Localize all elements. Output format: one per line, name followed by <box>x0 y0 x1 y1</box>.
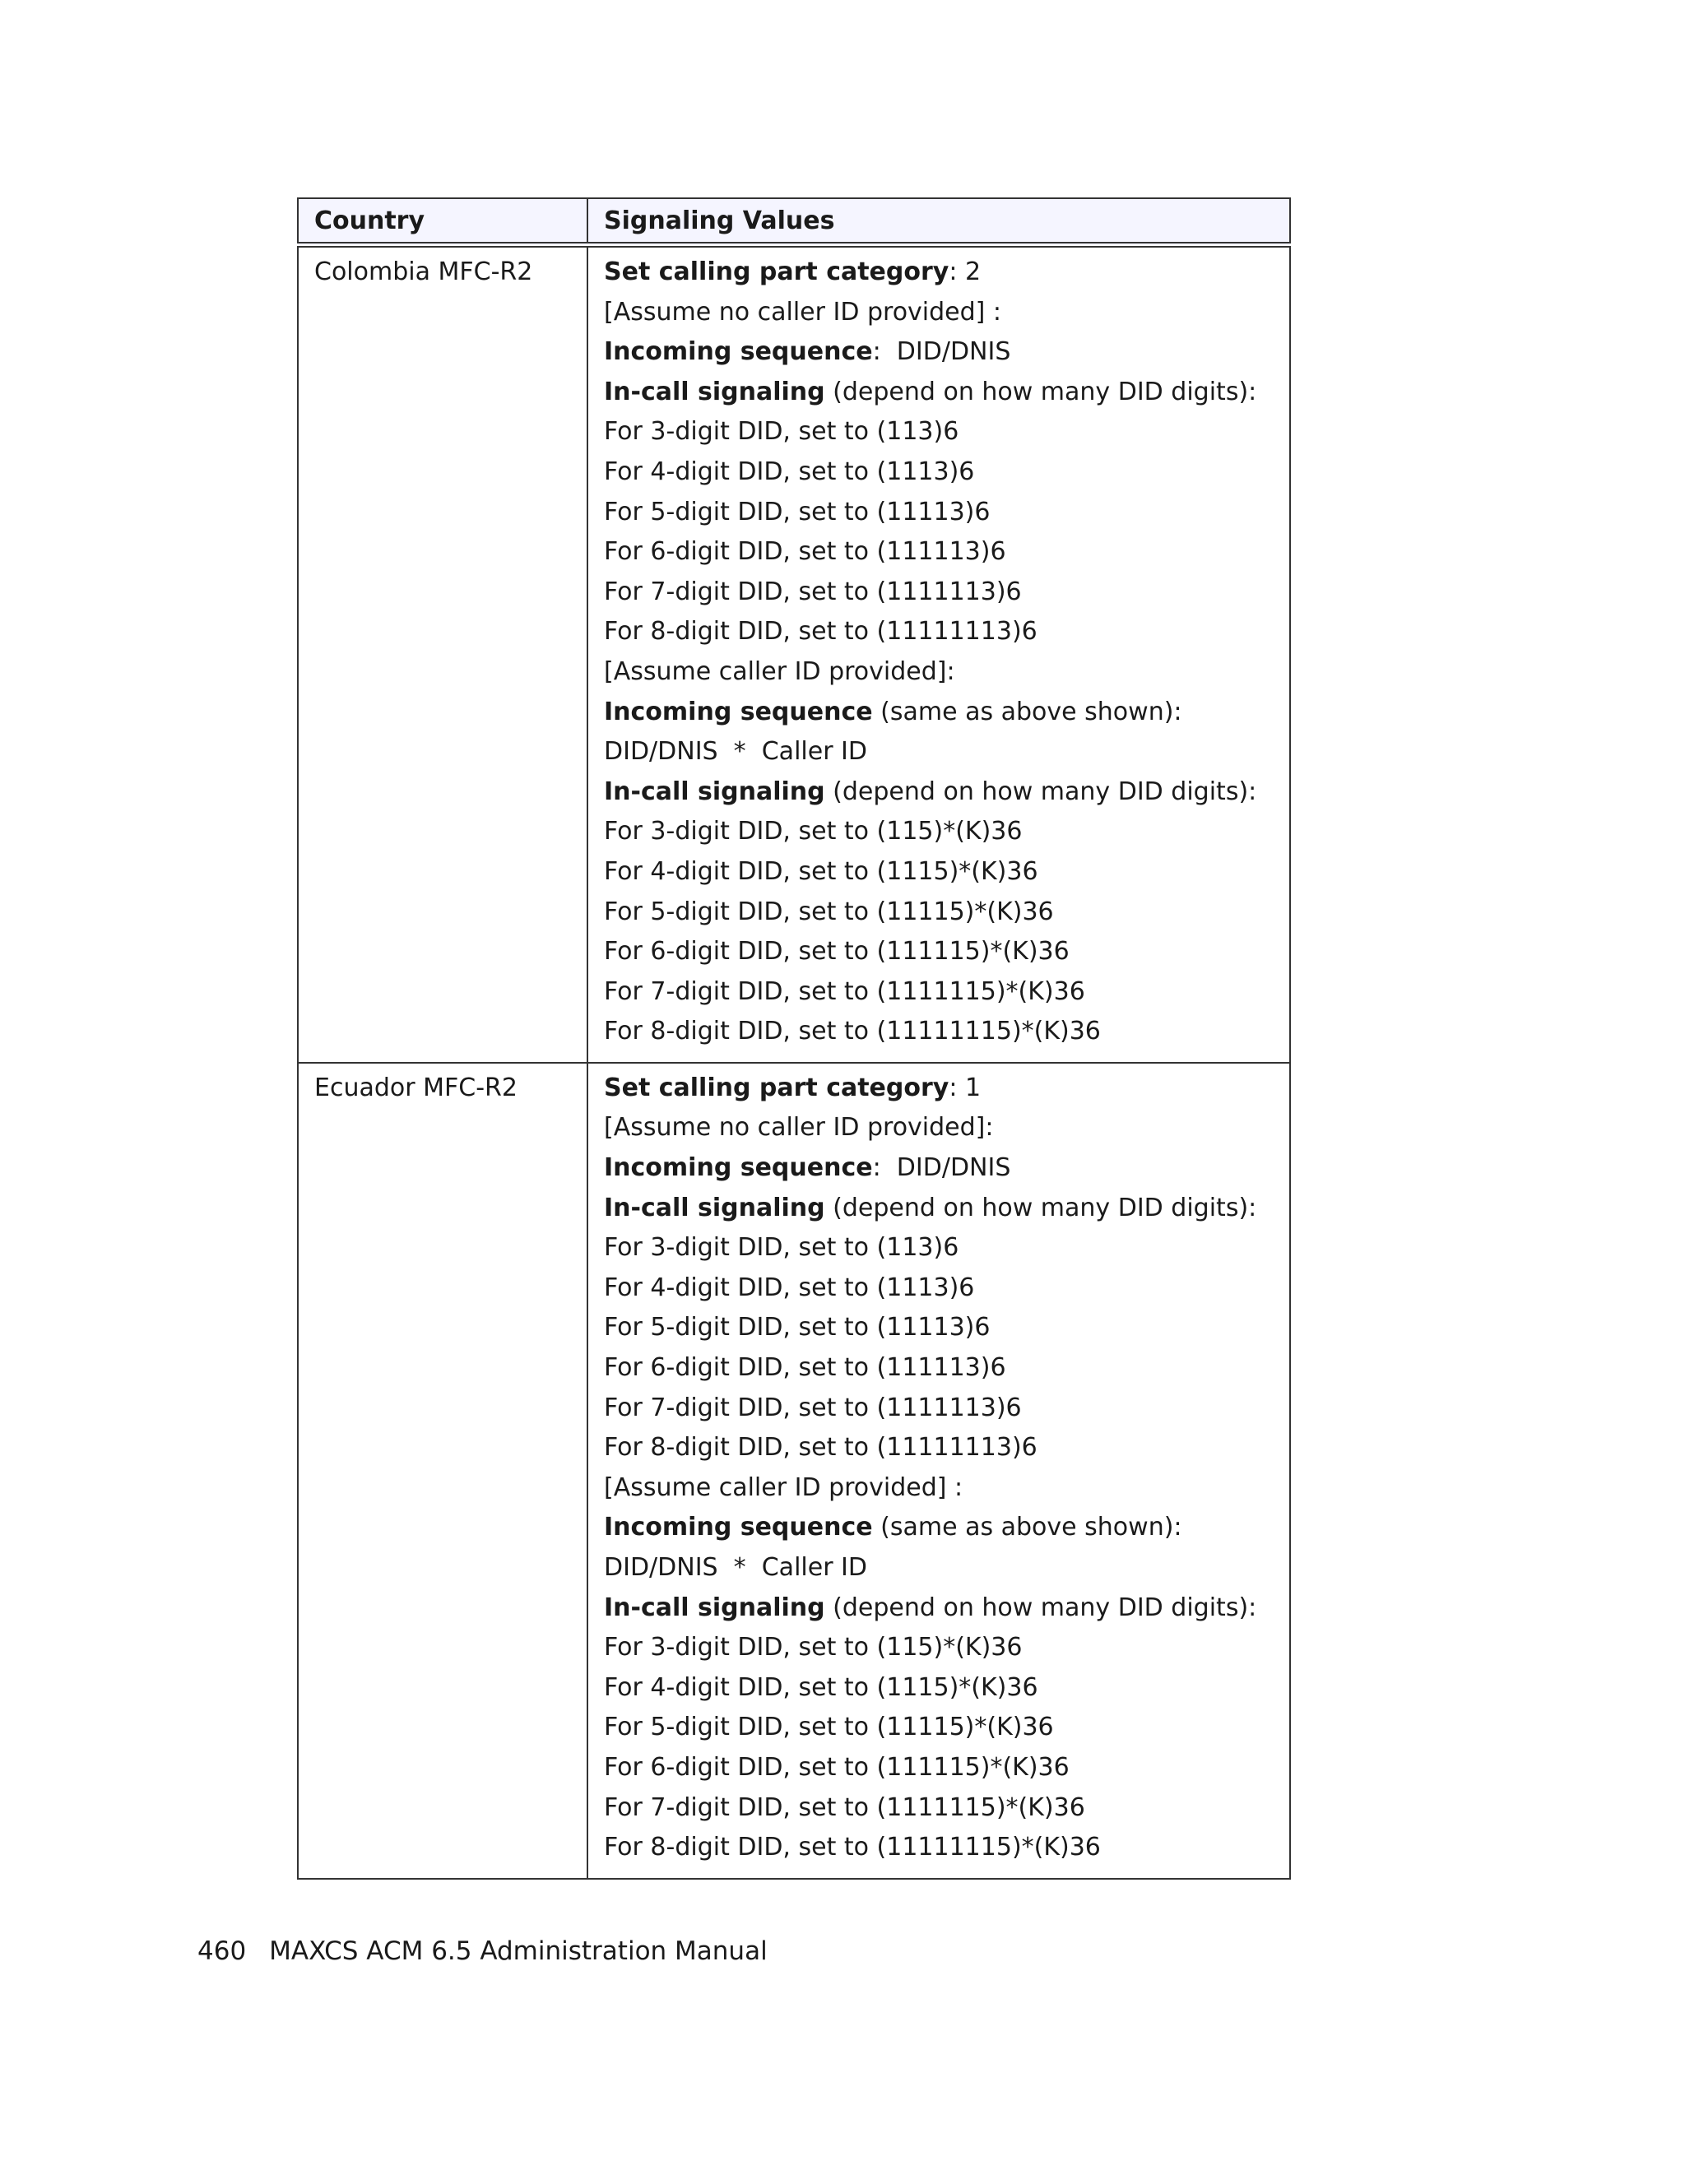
signaling-line-text: [Assume no caller ID provided] : <box>604 297 1002 327</box>
signaling-line <box>604 532 1274 573</box>
signaling-line <box>604 573 1274 613</box>
signaling-line <box>604 253 1274 293</box>
signaling-line-text: : 2 <box>949 257 982 286</box>
signaling-line-term: Set calling part category <box>604 1073 949 1102</box>
signaling-line <box>604 1428 1274 1468</box>
signaling-line-text: For 7-digit DID, set to (1111115)*(K)36 <box>604 976 1085 1006</box>
signaling-line <box>604 652 1274 693</box>
signaling-line-term: In-call signaling <box>604 777 825 806</box>
signaling-line <box>604 693 1274 733</box>
signaling-line <box>604 1668 1274 1709</box>
signaling-line-text: : 1 <box>949 1073 982 1102</box>
signaling-line <box>604 373 1274 413</box>
signaling-values-table <box>297 197 1291 1880</box>
signaling-line <box>604 1788 1274 1829</box>
signaling-line <box>604 1148 1274 1189</box>
signaling-values-cell <box>587 245 1290 1063</box>
signaling-line-term: In-call signaling <box>604 1193 825 1222</box>
signaling-line-term: In-call signaling <box>604 1593 825 1622</box>
signaling-line-text: For 5-digit DID, set to (11115)*(K)36 <box>604 897 1054 926</box>
signaling-line-text: For 3-digit DID, set to (113)6 <box>604 1233 959 1263</box>
signaling-line <box>604 452 1274 493</box>
signaling-line-term: Incoming sequence <box>604 1153 873 1183</box>
signaling-line <box>604 1348 1274 1389</box>
signaling-line <box>604 1069 1274 1109</box>
signaling-line <box>604 332 1274 373</box>
page-number: 460 <box>197 1936 247 1966</box>
signaling-line-text: DID/DNIS * Caller ID <box>604 737 868 767</box>
signaling-line-text: [Assume caller ID provided] : <box>604 1472 963 1502</box>
signaling-line <box>604 1708 1274 1748</box>
signaling-line <box>604 412 1274 452</box>
signaling-line <box>604 852 1274 893</box>
signaling-line <box>604 732 1274 772</box>
signaling-line-text: : DID/DNIS <box>872 337 1011 367</box>
signaling-line-text: For 6-digit DID, set to (111115)*(K)36 <box>604 1752 1070 1782</box>
signaling-line <box>604 1268 1274 1309</box>
signaling-line <box>604 1628 1274 1668</box>
signaling-line-text: (same as above shown): <box>872 1513 1182 1542</box>
signaling-line <box>604 972 1274 1013</box>
signaling-line <box>604 1548 1274 1588</box>
signaling-line <box>604 1389 1274 1429</box>
signaling-values-cell <box>587 1063 1290 1879</box>
signaling-line <box>604 1012 1274 1052</box>
signaling-line <box>604 1748 1274 1788</box>
page-footer <box>197 1935 768 1968</box>
signaling-line-text: (depend on how many DID digits): <box>824 377 1257 406</box>
manual-title: MAXCS ACM 6.5 Administration Manual <box>269 1936 768 1966</box>
signaling-line <box>604 812 1274 852</box>
signaling-line-text: For 4-digit DID, set to (1115)*(K)36 <box>604 1672 1038 1702</box>
signaling-line <box>604 1108 1274 1148</box>
signaling-line <box>604 932 1274 972</box>
signaling-line-text: [Assume no caller ID provided]: <box>604 1113 994 1143</box>
signaling-line <box>604 493 1274 533</box>
column-header-signaling-values: Signaling Values <box>587 198 1290 245</box>
table-body <box>298 245 1290 1879</box>
signaling-line-text: (depend on how many DID digits): <box>824 1193 1257 1222</box>
signaling-line <box>604 612 1274 652</box>
table-header-row <box>298 198 1290 245</box>
column-header-country: Country <box>298 198 587 245</box>
signaling-line <box>604 893 1274 933</box>
signaling-line-text: : DID/DNIS <box>872 1153 1011 1183</box>
country-cell <box>298 245 587 1063</box>
signaling-line <box>604 1828 1274 1868</box>
signaling-line-text: (depend on how many DID digits): <box>824 1593 1257 1622</box>
table-row <box>298 1063 1290 1879</box>
signaling-line-term: Incoming sequence <box>604 697 873 726</box>
signaling-line-term: Incoming sequence <box>604 1513 873 1542</box>
signaling-line <box>604 1228 1274 1268</box>
signaling-line-text: For 5-digit DID, set to (11113)6 <box>604 1313 991 1342</box>
signaling-line <box>604 1308 1274 1348</box>
signaling-line-text: For 3-digit DID, set to (113)6 <box>604 417 959 447</box>
signaling-line-text: DID/DNIS * Caller ID <box>604 1553 868 1582</box>
signaling-line-text: For 8-digit DID, set to (11111113)6 <box>604 617 1037 647</box>
table-row <box>298 245 1290 1063</box>
signaling-line <box>604 1189 1274 1229</box>
signaling-line <box>604 1588 1274 1629</box>
signaling-line-text: For 6-digit DID, set to (111113)6 <box>604 537 1006 567</box>
signaling-line <box>604 772 1274 813</box>
signaling-line-text: For 6-digit DID, set to (111115)*(K)36 <box>604 937 1070 967</box>
signaling-line-text: For 6-digit DID, set to (111113)6 <box>604 1353 1006 1383</box>
signaling-line-text: [Assume caller ID provided]: <box>604 656 955 686</box>
country-name: Ecuador MFC-R2 <box>314 1073 518 1102</box>
signaling-line-text: For 3-digit DID, set to (115)*(K)36 <box>604 817 1023 846</box>
signaling-line-text: For 4-digit DID, set to (1113)6 <box>604 457 975 486</box>
signaling-line-term: Set calling part category <box>604 257 949 286</box>
signaling-line-text: For 4-digit DID, set to (1113)6 <box>604 1273 975 1302</box>
signaling-line-term: In-call signaling <box>604 377 825 406</box>
signaling-line-text: (same as above shown): <box>872 697 1182 726</box>
country-cell <box>298 1063 587 1879</box>
signaling-line-text: For 8-digit DID, set to (11111113)6 <box>604 1433 1037 1463</box>
signaling-line-term: Incoming sequence <box>604 337 873 367</box>
signaling-line-text: For 7-digit DID, set to (1111115)*(K)36 <box>604 1792 1085 1822</box>
signaling-line-text: For 7-digit DID, set to (1111113)6 <box>604 1393 1022 1422</box>
signaling-line-text: For 8-digit DID, set to (11111115)*(K)36 <box>604 1017 1101 1046</box>
signaling-line-text: (depend on how many DID digits): <box>824 777 1257 806</box>
country-name: Colombia MFC-R2 <box>314 257 533 286</box>
signaling-line-text: For 5-digit DID, set to (11115)*(K)36 <box>604 1713 1054 1742</box>
signaling-line-text: For 8-digit DID, set to (11111115)*(K)36 <box>604 1833 1101 1862</box>
signaling-line <box>604 1468 1274 1509</box>
signaling-line <box>604 1508 1274 1548</box>
signaling-line-text: For 3-digit DID, set to (115)*(K)36 <box>604 1633 1023 1662</box>
signaling-line-text: For 5-digit DID, set to (11113)6 <box>604 497 991 526</box>
signaling-line <box>604 293 1274 333</box>
signaling-line-text: For 7-digit DID, set to (1111113)6 <box>604 577 1022 606</box>
signaling-line-text: For 4-digit DID, set to (1115)*(K)36 <box>604 856 1038 886</box>
